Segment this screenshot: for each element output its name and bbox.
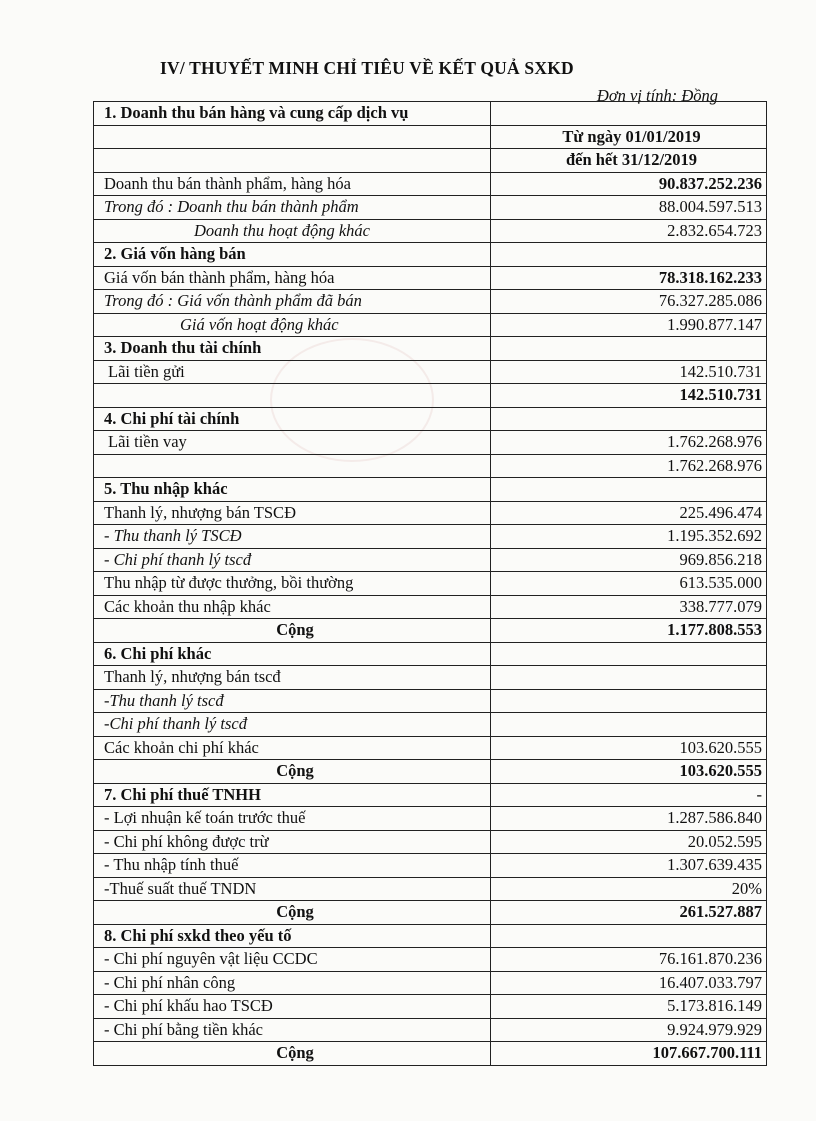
table-row: [94, 149, 767, 173]
table-row: [94, 948, 767, 972]
table-row: [94, 125, 767, 149]
row-value: 103.620.555: [491, 736, 767, 760]
row-value: 76.327.285.086: [491, 290, 767, 314]
row-label: [94, 384, 491, 408]
row-label: 5. Thu nhập khác: [94, 478, 491, 502]
row-label: Lãi tiền vay: [94, 431, 491, 455]
row-value: 20%: [491, 877, 767, 901]
row-label: - Chi phí bằng tiền khác: [94, 1018, 491, 1042]
row-value: 1.287.586.840: [491, 807, 767, 831]
row-value: 16.407.033.797: [491, 971, 767, 995]
row-label: Cộng: [94, 760, 491, 784]
row-value: 1.177.808.553: [491, 619, 767, 643]
row-label: Cộng: [94, 619, 491, 643]
section-header-row: [94, 337, 767, 361]
table-row: [94, 313, 767, 337]
row-label: - Chi phí nguyên vật liệu CCDC: [94, 948, 491, 972]
section-header-row: [94, 407, 767, 431]
row-value: 2.832.654.723: [491, 219, 767, 243]
row-value: [491, 642, 767, 666]
row-value: [491, 924, 767, 948]
row-label: Giá vốn bán thành phẩm, hàng hóa: [94, 266, 491, 290]
table-row: [94, 384, 767, 408]
row-value: 142.510.731: [491, 384, 767, 408]
row-label: - Chi phí thanh lý tscđ: [94, 548, 491, 572]
section-header-row: [94, 642, 767, 666]
row-label: 2. Giá vốn hàng bán: [94, 243, 491, 267]
row-value: 261.527.887: [491, 901, 767, 925]
table-row: [94, 595, 767, 619]
row-value: [491, 243, 767, 267]
table-row: [94, 1018, 767, 1042]
row-label: - Chi phí nhân công: [94, 971, 491, 995]
row-label: Các khoản thu nhập khác: [94, 595, 491, 619]
row-label: Giá vốn hoạt động khác: [94, 313, 491, 337]
row-value: -: [491, 783, 767, 807]
row-value: 20.052.595: [491, 830, 767, 854]
results-table: [93, 101, 767, 1066]
table-row: [94, 525, 767, 549]
row-label: 6. Chi phí khác: [94, 642, 491, 666]
table-row: [94, 360, 767, 384]
row-value: Từ ngày 01/01/2019: [491, 125, 767, 149]
row-label: -Chi phí thanh lý tscđ: [94, 713, 491, 737]
table-row: [94, 807, 767, 831]
row-label: Các khoản chi phí khác: [94, 736, 491, 760]
total-row: [94, 760, 767, 784]
row-value: 9.924.979.929: [491, 1018, 767, 1042]
section-header-row: [94, 102, 767, 126]
row-value: 613.535.000: [491, 572, 767, 596]
table-row: [94, 830, 767, 854]
table-row: [94, 548, 767, 572]
table-row: [94, 971, 767, 995]
row-label: - Thu nhập tính thuế: [94, 854, 491, 878]
table-row: [94, 995, 767, 1019]
table-row: [94, 713, 767, 737]
row-label: 8. Chi phí sxkd theo yếu tố: [94, 924, 491, 948]
table-row: [94, 172, 767, 196]
row-label: 1. Doanh thu bán hàng và cung cấp dịch vụ: [94, 102, 491, 126]
row-label: -Thuế suất thuế TNDN: [94, 877, 491, 901]
row-value: [491, 478, 767, 502]
row-value: 88.004.597.513: [491, 196, 767, 220]
row-label: -Thu thanh lý tscđ: [94, 689, 491, 713]
table-row: [94, 196, 767, 220]
row-label: - Chi phí không được trừ: [94, 830, 491, 854]
row-label: [94, 149, 491, 173]
row-value: 338.777.079: [491, 595, 767, 619]
table-row: [94, 877, 767, 901]
table-row: [94, 219, 767, 243]
row-value: [491, 666, 767, 690]
row-value: [491, 407, 767, 431]
row-label: 3. Doanh thu tài chính: [94, 337, 491, 361]
row-value: 107.667.700.111: [491, 1042, 767, 1066]
total-row: [94, 901, 767, 925]
currency-unit-note: Đơn vị tính: Đồng: [596, 86, 718, 105]
row-label: Thu nhập từ được thưởng, bồi thường: [94, 572, 491, 596]
table-row: [94, 736, 767, 760]
row-value: 5.173.816.149: [491, 995, 767, 1019]
row-label: Cộng: [94, 901, 491, 925]
row-label: Cộng: [94, 1042, 491, 1066]
row-label: - Lợi nhuận kế toán trước thuế: [94, 807, 491, 831]
total-row: [94, 1042, 767, 1066]
row-label: [94, 454, 491, 478]
row-label: Doanh thu hoạt động khác: [94, 219, 491, 243]
row-value: 90.837.252.236: [491, 172, 767, 196]
row-value: 103.620.555: [491, 760, 767, 784]
row-value: 78.318.162.233: [491, 266, 767, 290]
table-row: [94, 666, 767, 690]
row-label: Thanh lý, nhượng bán TSCĐ: [94, 501, 491, 525]
row-value: 969.856.218: [491, 548, 767, 572]
row-label: - Chi phí khấu hao TSCĐ: [94, 995, 491, 1019]
row-value: 142.510.731: [491, 360, 767, 384]
section-header-row: [94, 924, 767, 948]
table-row: [94, 454, 767, 478]
row-label: Lãi tiền gửi: [94, 360, 491, 384]
row-value: 1.762.268.976: [491, 431, 767, 455]
table-row: [94, 266, 767, 290]
row-label: Thanh lý, nhượng bán tscđ: [94, 666, 491, 690]
row-value: 1.307.639.435: [491, 854, 767, 878]
table-row: [94, 501, 767, 525]
row-label: Trong đó : Doanh thu bán thành phẩm: [94, 196, 491, 220]
table-row: [94, 689, 767, 713]
row-value: 1.990.877.147: [491, 313, 767, 337]
row-value: [491, 337, 767, 361]
section-header-row: [94, 243, 767, 267]
table-row: [94, 431, 767, 455]
row-label: [94, 125, 491, 149]
row-label: 4. Chi phí tài chính: [94, 407, 491, 431]
row-value: [491, 689, 767, 713]
row-label: Doanh thu bán thành phẩm, hàng hóa: [94, 172, 491, 196]
table-row: [94, 290, 767, 314]
row-value: [491, 713, 767, 737]
row-value: 1.195.352.692: [491, 525, 767, 549]
table-row: [94, 572, 767, 596]
document-title: IV/ THUYẾT MINH CHỈ TIÊU VỀ KẾT QUẢ SXKD: [160, 58, 574, 78]
row-label: Trong đó : Giá vốn thành phẩm đã bán: [94, 290, 491, 314]
row-value: 76.161.870.236: [491, 948, 767, 972]
table-row: [94, 854, 767, 878]
section-header-row: [94, 478, 767, 502]
row-label: 7. Chi phí thuế TNHH: [94, 783, 491, 807]
row-value: [491, 102, 767, 126]
row-label: - Thu thanh lý TSCĐ: [94, 525, 491, 549]
row-value: đến hết 31/12/2019: [491, 149, 767, 173]
row-value: 1.762.268.976: [491, 454, 767, 478]
section-header-row: [94, 783, 767, 807]
results-table-body: [94, 102, 767, 1066]
total-row: [94, 619, 767, 643]
row-value: 225.496.474: [491, 501, 767, 525]
